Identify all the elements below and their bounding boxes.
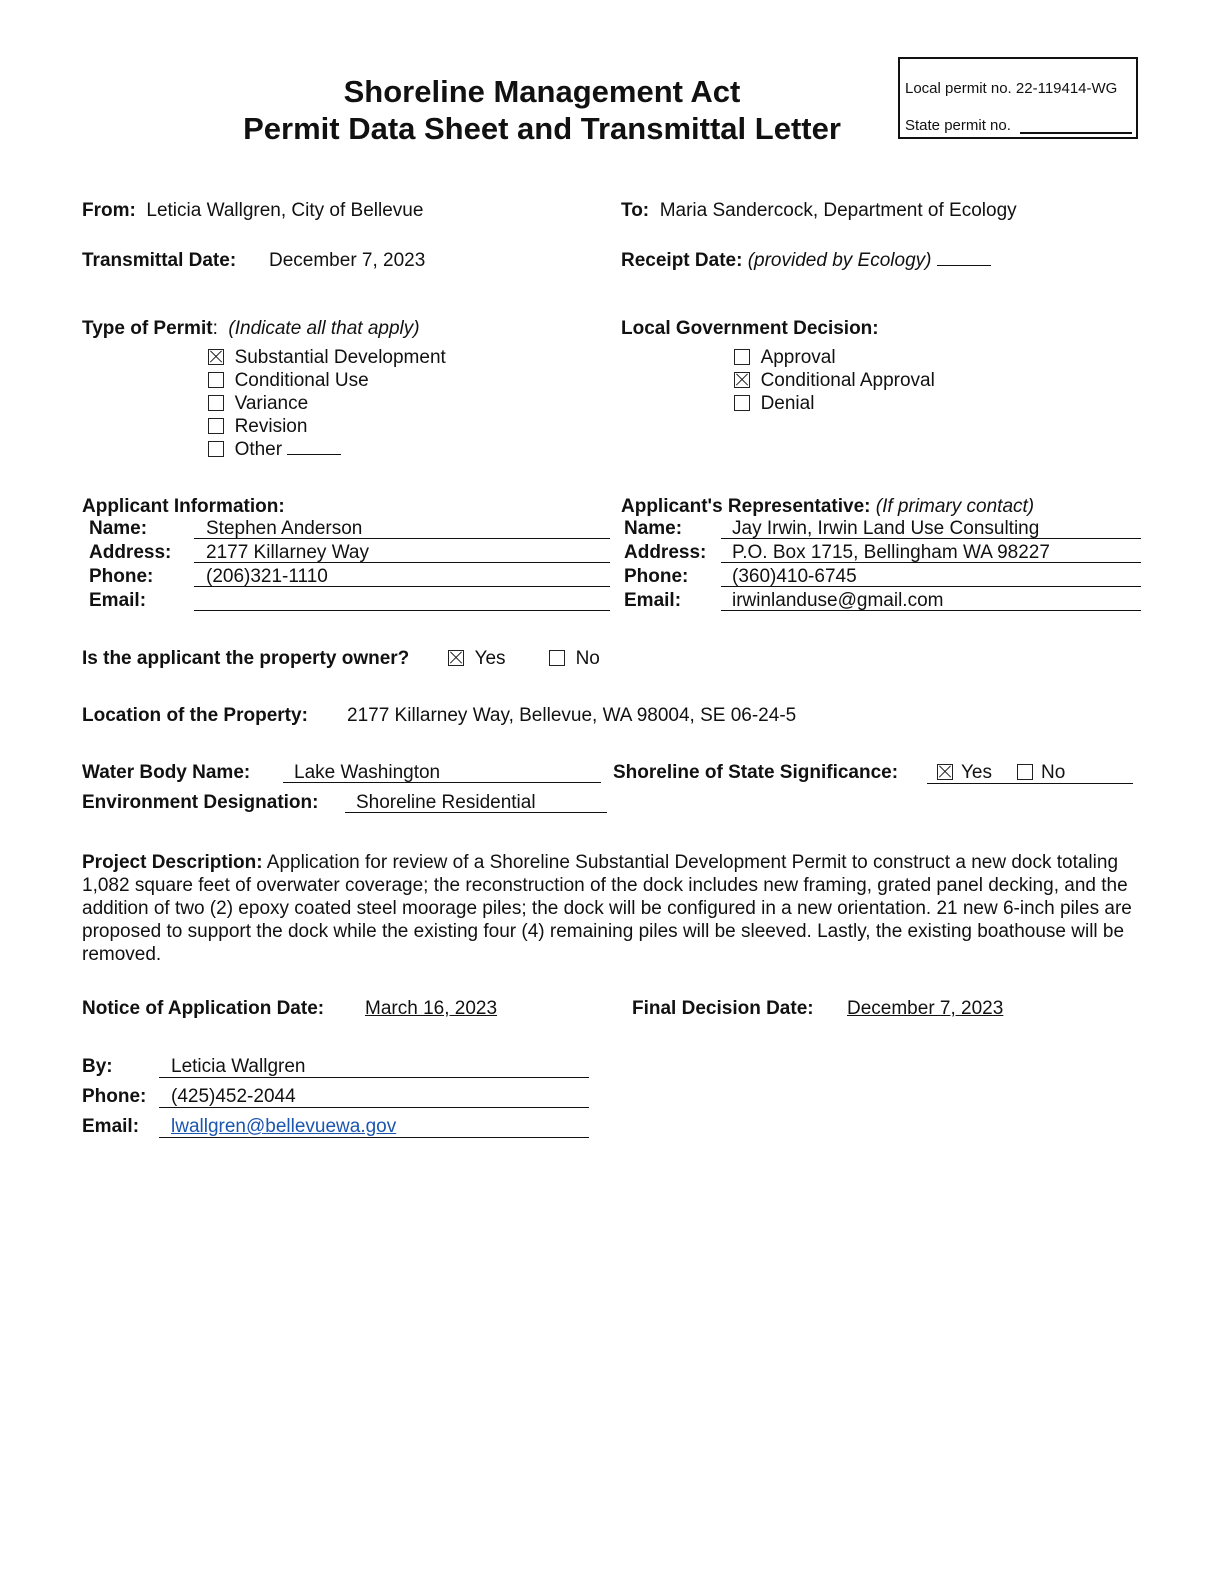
state-significance-label: Shoreline of State Significance: (613, 762, 899, 783)
significance-yes-label: Yes (961, 762, 992, 783)
by-email-link[interactable]: lwallgren@bellevuewa.gov (171, 1116, 397, 1137)
owner-question-label: Is the applicant the property owner? (82, 648, 410, 669)
environment-label: Environment Designation: (82, 792, 319, 813)
applicant-email-label: Email: (89, 590, 147, 611)
transmittal-date-label: Transmittal Date: (82, 250, 237, 271)
to-value: Maria Sandercock, Department of Ecology (659, 200, 1017, 221)
applicant-address-label: Address: (89, 542, 172, 563)
state-permit-blank (1020, 132, 1132, 134)
state-permit-line (905, 117, 1011, 134)
permit-option-conditional-use[interactable] (208, 370, 369, 392)
local-decision-heading: Local Government Decision: (621, 318, 879, 339)
decision-option-conditional-approval[interactable] (734, 370, 935, 392)
permit-option-variance[interactable] (208, 393, 308, 415)
by-name-field[interactable]: Leticia Wallgren (159, 1056, 589, 1078)
document-title (192, 73, 892, 147)
applicant-phone-field[interactable]: (206)321-1110 (194, 566, 610, 587)
representative-note: (If primary contact) (875, 496, 1035, 517)
representative-heading (621, 496, 1034, 518)
permit-option-label: Substantial Development (234, 347, 446, 368)
checkbox-checked-icon[interactable] (937, 764, 953, 780)
state-permit-label: State permit no. (905, 117, 1011, 134)
by-label: By: (82, 1056, 113, 1077)
location-value: 2177 Killarney Way, Bellevue, WA 98004, SE 06-24-5 (347, 705, 797, 726)
to-line (621, 200, 1017, 222)
local-permit-line (905, 80, 1117, 97)
notice-date-value: March 16, 2023 (365, 998, 498, 1019)
checkbox-icon[interactable] (208, 441, 224, 457)
notice-date-label: Notice of Application Date: (82, 998, 325, 1019)
permit-option-other[interactable] (208, 439, 341, 461)
checkbox-checked-icon[interactable] (208, 349, 224, 365)
permit-option-revision[interactable] (208, 416, 307, 438)
rep-name-label: Name: (624, 518, 683, 539)
state-significance-field (927, 762, 1133, 784)
title-line-2: Permit Data Sheet and Transmittal Letter (243, 111, 841, 146)
environment-field[interactable]: Shoreline Residential (345, 792, 607, 813)
decision-option-label: Denial (760, 393, 815, 414)
local-permit-label: Local permit no. (905, 80, 1012, 97)
applicant-email-field[interactable] (194, 590, 610, 611)
applicant-name-field[interactable]: Stephen Anderson (194, 518, 610, 539)
permit-number-box (898, 57, 1138, 139)
type-of-permit-label: Type of Permit (82, 318, 213, 339)
rep-address-field[interactable]: P.O. Box 1715, Bellingham WA 98227 (721, 542, 1141, 563)
significance-no-option[interactable] (1017, 762, 1065, 784)
from-label: From: (82, 200, 136, 221)
decision-option-approval[interactable] (734, 347, 836, 369)
permit-option-label: Conditional Use (234, 370, 369, 391)
owner-no-label: No (575, 648, 600, 669)
rep-email-label: Email: (624, 590, 682, 611)
checkbox-icon[interactable] (734, 395, 750, 411)
by-phone-label: Phone: (82, 1086, 147, 1107)
applicant-phone-label: Phone: (89, 566, 154, 587)
checkbox-icon[interactable] (734, 349, 750, 365)
local-permit-value: 22-119414-WG (1015, 80, 1118, 97)
rep-phone-field[interactable]: (360)410-6745 (721, 566, 1141, 587)
type-of-permit-heading (82, 318, 420, 340)
to-label: To: (621, 200, 650, 221)
final-date-value: December 7, 2023 (847, 998, 1004, 1019)
applicant-name-label: Name: (89, 518, 148, 539)
project-description (82, 851, 1142, 966)
permit-option-label: Variance (234, 393, 309, 414)
project-description-label: Project Description: (82, 852, 263, 873)
owner-no-option[interactable] (549, 648, 600, 670)
significance-no-label: No (1041, 762, 1066, 783)
permit-option-label: Other (234, 439, 283, 460)
rep-address-label: Address: (624, 542, 707, 563)
other-blank (287, 440, 341, 455)
final-date-label: Final Decision Date: (632, 998, 814, 1019)
checkbox-checked-icon[interactable] (448, 650, 464, 666)
receipt-date-label: Receipt Date: (621, 250, 743, 271)
checkbox-icon[interactable] (208, 395, 224, 411)
by-email-field (159, 1116, 589, 1138)
checkbox-icon[interactable] (1017, 764, 1033, 780)
title-line-1: Shoreline Management Act (343, 74, 741, 109)
checkbox-checked-icon[interactable] (734, 372, 750, 388)
decision-option-label: Approval (760, 347, 836, 368)
rep-email-field[interactable]: irwinlanduse@gmail.com (721, 590, 1141, 611)
checkbox-icon[interactable] (208, 418, 224, 434)
applicant-address-field[interactable]: 2177 Killarney Way (194, 542, 610, 563)
type-of-permit-note: (Indicate all that apply) (228, 318, 420, 339)
checkbox-icon[interactable] (549, 650, 565, 666)
receipt-date-line (621, 250, 991, 272)
rep-phone-label: Phone: (624, 566, 689, 587)
representative-heading-label: Applicant's Representative: (621, 496, 871, 517)
transmittal-date-value: December 7, 2023 (269, 250, 426, 271)
checkbox-icon[interactable] (208, 372, 224, 388)
rep-name-field[interactable]: Jay Irwin, Irwin Land Use Consulting (721, 518, 1141, 539)
decision-option-denial[interactable] (734, 393, 814, 415)
permit-option-label: Revision (234, 416, 308, 437)
significance-yes-option[interactable] (937, 762, 992, 784)
type-of-permit-colon: : (212, 318, 218, 339)
from-line (82, 200, 423, 222)
by-phone-field[interactable]: (425)452-2044 (159, 1086, 589, 1108)
receipt-date-blank (937, 251, 991, 266)
decision-option-label: Conditional Approval (760, 370, 935, 391)
project-description-text: Application for review of a Shoreline Substantial Development Permit to construct a new dock totaling 1,082 square feet of overwater coverage; the reconstruction of the dock includes new framing, grated panel decking, and the addition of two (2) epoxy coated steel moorage piles; the dock will be configured in a new orientation. 21 new 6-inch piles are proposed to support the dock while the existing four (4) remaining piles will be sleeved. Lastly, the existing boathouse will be removed. (82, 852, 1132, 965)
applicant-heading: Applicant Information: (82, 496, 285, 517)
owner-yes-option[interactable] (448, 648, 506, 670)
by-email-label: Email: (82, 1116, 140, 1137)
permit-option-substantial[interactable] (208, 347, 446, 369)
owner-yes-label: Yes (474, 648, 506, 669)
water-body-field[interactable]: Lake Washington (283, 762, 601, 783)
location-label: Location of the Property: (82, 705, 308, 726)
receipt-date-note: (provided by Ecology) (747, 250, 932, 271)
from-value: Leticia Wallgren, City of Bellevue (146, 200, 424, 221)
water-body-label: Water Body Name: (82, 762, 251, 783)
